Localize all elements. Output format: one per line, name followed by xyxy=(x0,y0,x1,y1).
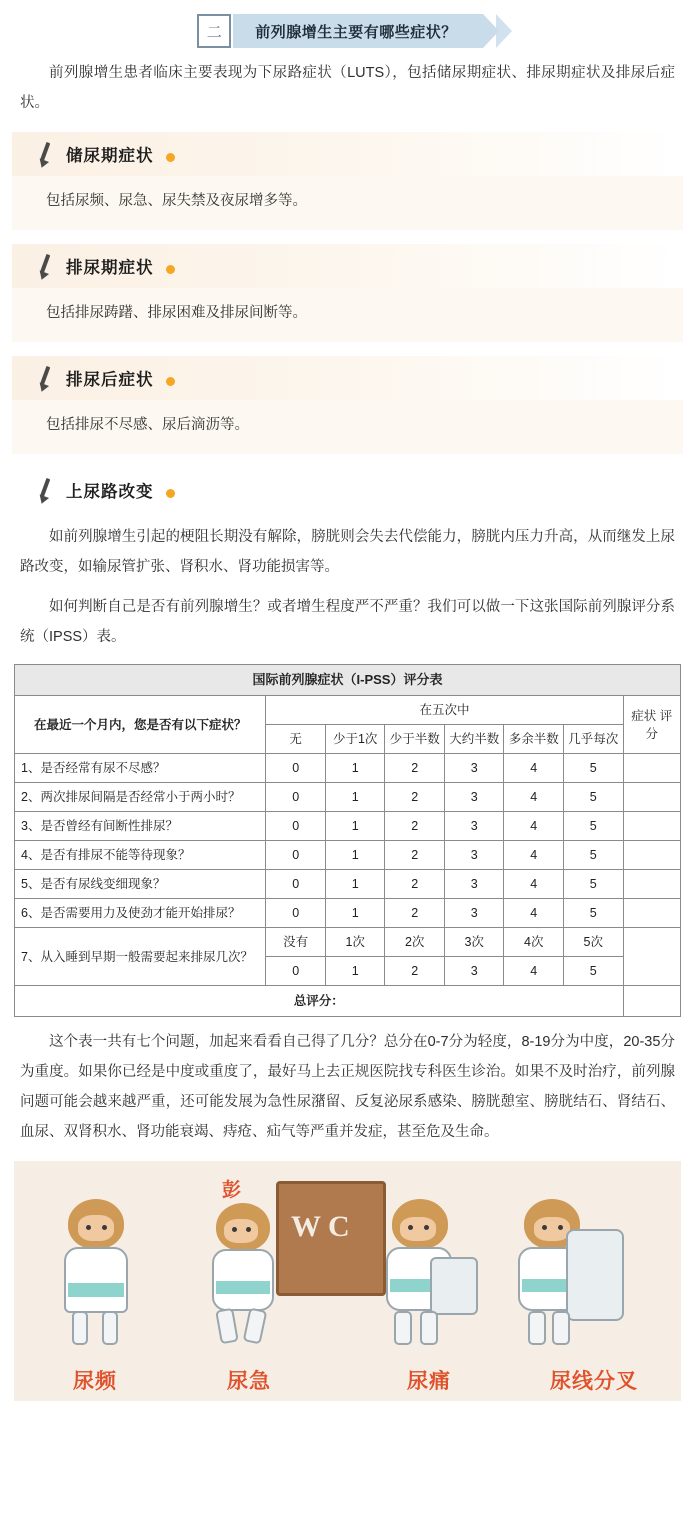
section-heading xyxy=(12,132,683,176)
score-cell[interactable]: 1 xyxy=(325,841,385,870)
score-cell[interactable]: 3 xyxy=(444,899,504,928)
question-text: 3、是否曾经有间断性排尿？ xyxy=(15,812,266,841)
shirt-stripe xyxy=(216,1281,270,1294)
score-cell[interactable]: 5 xyxy=(563,870,623,899)
section-title: 上尿路改变 xyxy=(66,483,154,501)
urinal-shape xyxy=(566,1229,624,1321)
illustration-panel xyxy=(14,1161,681,1401)
shirt-stripe xyxy=(68,1283,124,1297)
bullet-dot-icon xyxy=(166,489,175,498)
ipss-table-wrapper xyxy=(14,664,681,1017)
nocturia-label[interactable]: 5次 xyxy=(563,928,623,957)
section-header-title: 前列腺增生主要有哪些症状？ xyxy=(233,14,483,48)
score-cell[interactable]: 0 xyxy=(266,812,326,841)
torso-shape xyxy=(212,1249,274,1311)
ipss-lead-paragraph: 如何判断自己是否有前列腺增生？或者增生程度严不严重？我们可以做一下这张国际前列腺评分系统（IPSS）表。 xyxy=(20,599,675,645)
score-cell[interactable]: 1 xyxy=(325,870,385,899)
section-upper-tract-change xyxy=(0,468,695,512)
question-text: 7、从入睡到早期一般需要起来排尿几次？ xyxy=(15,928,266,986)
score-cell[interactable]: 5 xyxy=(563,841,623,870)
score-cell[interactable]: 4 xyxy=(504,899,564,928)
intro-paragraph: 前列腺增生患者临床主要表现为下尿路症状（LUTS），包括储尿期症状、排尿期症状及排尿后症状。 xyxy=(20,65,675,111)
leg-shape xyxy=(243,1308,268,1345)
score-cell[interactable]: 0 xyxy=(266,754,326,783)
leg-shape xyxy=(215,1308,239,1345)
face-shape xyxy=(534,1217,570,1241)
score-cell[interactable]: 2 xyxy=(385,812,445,841)
eye-icon xyxy=(424,1225,429,1230)
bullet-dot-icon xyxy=(166,265,175,274)
answer-input-cell[interactable] xyxy=(623,754,681,783)
option-header-3: 大约半数 xyxy=(444,725,504,754)
nocturia-label[interactable]: 1次 xyxy=(325,928,385,957)
header-arrow-secondary-icon xyxy=(496,14,512,48)
section-title: 储尿期症状 xyxy=(66,147,154,165)
score-cell[interactable]: 4 xyxy=(504,812,564,841)
wc-sign-text: W C xyxy=(291,1210,350,1243)
score-cell[interactable]: 1 xyxy=(325,899,385,928)
option-header-0: 无 xyxy=(266,725,326,754)
conclusion-paragraph: 这个表一共有七个问题，加起来看看自己得了几分？总分在0-7分为轻度，8-19分为中度，20-35分为重度。如果你已经是中度或重度了，最好马上去正规医院找专科医生诊治。如果不及时治疗，前列腺问题可能会越来越严重，还可能发展为急性尿潴留、反复泌尿系感染、膀胱憩室、膀胱结石、肾结石、血尿、双肾积水、肾功能衰竭、痔疮、疝气等严重并发症，甚至危及生命。 xyxy=(20,1034,675,1140)
leg-shape xyxy=(528,1311,546,1345)
table-row-nocturia-labels xyxy=(15,928,681,957)
leg-shape xyxy=(102,1311,118,1345)
section-voiding-symptoms xyxy=(0,244,695,342)
question-text: 2、两次排尿间隔是否经常小于两小时？ xyxy=(15,783,266,812)
answer-input-cell[interactable] xyxy=(623,812,681,841)
question-column-header: 在最近一个月内，您是否有以下症状？ xyxy=(15,696,266,754)
pen-icon xyxy=(34,253,56,279)
figure-label: 尿痛 xyxy=(407,1370,451,1393)
eye-icon xyxy=(558,1225,563,1230)
section-storage-symptoms xyxy=(0,132,695,230)
burst-text: 彭 xyxy=(222,1180,242,1201)
bullet-dot-icon xyxy=(166,153,175,162)
score-cell[interactable]: 3 xyxy=(444,841,504,870)
score-cell[interactable]: 2 xyxy=(385,899,445,928)
score-cell[interactable]: 3 xyxy=(444,754,504,783)
score-cell[interactable]: 4 xyxy=(504,783,564,812)
eye-icon xyxy=(232,1227,237,1232)
table-row xyxy=(15,754,681,783)
section-body: 包括尿频、尿急、尿失禁及夜尿增多等。 xyxy=(12,176,683,230)
total-score-label: 总评分： xyxy=(15,986,624,1017)
table-row xyxy=(15,870,681,899)
score-cell[interactable]: 3 xyxy=(444,957,504,986)
figure-label: 尿急 xyxy=(227,1370,271,1393)
question-text: 4、是否有排尿不能等待现象？ xyxy=(15,841,266,870)
nocturia-label[interactable]: 没有 xyxy=(266,928,326,957)
urinal-shape xyxy=(430,1257,478,1315)
answer-input-cell[interactable] xyxy=(623,783,681,812)
score-cell[interactable]: 2 xyxy=(385,841,445,870)
person-figure xyxy=(190,1199,300,1349)
score-cell[interactable]: 0 xyxy=(266,899,326,928)
score-cell[interactable]: 4 xyxy=(504,754,564,783)
eye-icon xyxy=(246,1227,251,1232)
score-cell[interactable]: 5 xyxy=(563,812,623,841)
leg-shape xyxy=(552,1311,570,1345)
section-title: 排尿后症状 xyxy=(66,371,154,389)
answer-input-cell[interactable] xyxy=(623,928,681,986)
nocturia-label[interactable]: 3次 xyxy=(444,928,504,957)
answer-input-cell[interactable] xyxy=(623,899,681,928)
score-cell[interactable]: 1 xyxy=(325,754,385,783)
eye-icon xyxy=(86,1225,91,1230)
table-title: 国际前列腺症状（I-PSS）评分表 xyxy=(15,665,681,696)
person-figure xyxy=(504,1199,634,1349)
table-total-row xyxy=(15,986,681,1017)
score-cell[interactable]: 5 xyxy=(563,957,623,986)
question-text: 1、是否经常有尿不尽感？ xyxy=(15,754,266,783)
option-header-2: 少于半数 xyxy=(385,725,445,754)
option-header-5: 几乎每次 xyxy=(563,725,623,754)
section-body: 包括排尿踌躇、排尿困难及排尿间断等。 xyxy=(12,288,683,342)
leg-shape xyxy=(394,1311,412,1345)
eye-icon xyxy=(408,1225,413,1230)
person-figure xyxy=(38,1199,158,1349)
ipss-table xyxy=(14,664,681,1017)
table-header-row xyxy=(15,696,681,725)
score-cell[interactable]: 5 xyxy=(563,899,623,928)
score-cell[interactable]: 3 xyxy=(444,870,504,899)
question-text: 5、是否有尿线变细现象？ xyxy=(15,870,266,899)
score-cell[interactable]: 5 xyxy=(563,754,623,783)
pen-icon xyxy=(34,365,56,391)
figure-label: 尿频 xyxy=(73,1370,117,1393)
score-column-header: 症状 评分 xyxy=(623,696,681,754)
section-heading xyxy=(12,244,683,288)
pen-icon xyxy=(34,141,56,167)
option-header-4: 多余半数 xyxy=(504,725,564,754)
leg-shape xyxy=(72,1311,88,1345)
table-row xyxy=(15,899,681,928)
bullet-dot-icon xyxy=(166,377,175,386)
score-cell[interactable]: 4 xyxy=(504,870,564,899)
eye-icon xyxy=(102,1225,107,1230)
score-cell[interactable]: 2 xyxy=(385,754,445,783)
nocturia-label[interactable]: 4次 xyxy=(504,928,564,957)
pen-icon xyxy=(34,477,56,503)
face-shape xyxy=(400,1217,436,1241)
upper-tract-paragraph: 如前列腺增生引起的梗阻长期没有解除，膀胱则会失去代偿能力，膀胱内压力升高，从而继发上尿路改变，如输尿管扩张、肾积水、肾功能损害等。 xyxy=(20,529,675,575)
score-cell[interactable]: 0 xyxy=(266,841,326,870)
score-cell[interactable]: 4 xyxy=(504,957,564,986)
table-row xyxy=(15,783,681,812)
question-text: 6、是否需要用力及使劲才能开始排尿？ xyxy=(15,899,266,928)
total-score-cell[interactable] xyxy=(623,986,681,1017)
group-header: 在五次中 xyxy=(266,696,623,725)
section-heading xyxy=(12,356,683,400)
score-cell[interactable]: 1 xyxy=(325,957,385,986)
table-row xyxy=(15,841,681,870)
score-cell[interactable]: 0 xyxy=(266,783,326,812)
nocturia-label[interactable]: 2次 xyxy=(385,928,445,957)
eye-icon xyxy=(542,1225,547,1230)
score-cell[interactable]: 5 xyxy=(563,783,623,812)
face-shape xyxy=(78,1215,114,1241)
score-cell[interactable]: 2 xyxy=(385,870,445,899)
score-cell[interactable]: 3 xyxy=(444,783,504,812)
answer-input-cell[interactable] xyxy=(623,841,681,870)
score-cell[interactable]: 4 xyxy=(504,841,564,870)
torso-shape xyxy=(64,1247,128,1313)
score-cell[interactable]: 1 xyxy=(325,783,385,812)
person-figure xyxy=(366,1199,486,1349)
score-cell[interactable]: 0 xyxy=(266,957,326,986)
score-cell[interactable]: 1 xyxy=(325,812,385,841)
section-header xyxy=(0,14,695,48)
table-row xyxy=(15,812,681,841)
face-shape xyxy=(224,1219,258,1243)
section-post-voiding-symptoms xyxy=(0,356,695,454)
section-heading xyxy=(12,468,683,512)
section-title: 排尿期症状 xyxy=(66,259,154,277)
leg-shape xyxy=(420,1311,438,1345)
article-page xyxy=(0,14,695,1409)
section-number: 二 xyxy=(197,14,231,48)
figure-label: 尿线分叉 xyxy=(550,1370,638,1393)
section-body: 包括排尿不尽感、尿后滴沥等。 xyxy=(12,400,683,454)
score-cell[interactable]: 0 xyxy=(266,870,326,899)
score-cell[interactable]: 2 xyxy=(385,783,445,812)
table-title-row xyxy=(15,665,681,696)
option-header-1: 少于1次 xyxy=(325,725,385,754)
score-cell[interactable]: 3 xyxy=(444,812,504,841)
answer-input-cell[interactable] xyxy=(623,870,681,899)
score-cell[interactable]: 2 xyxy=(385,957,445,986)
